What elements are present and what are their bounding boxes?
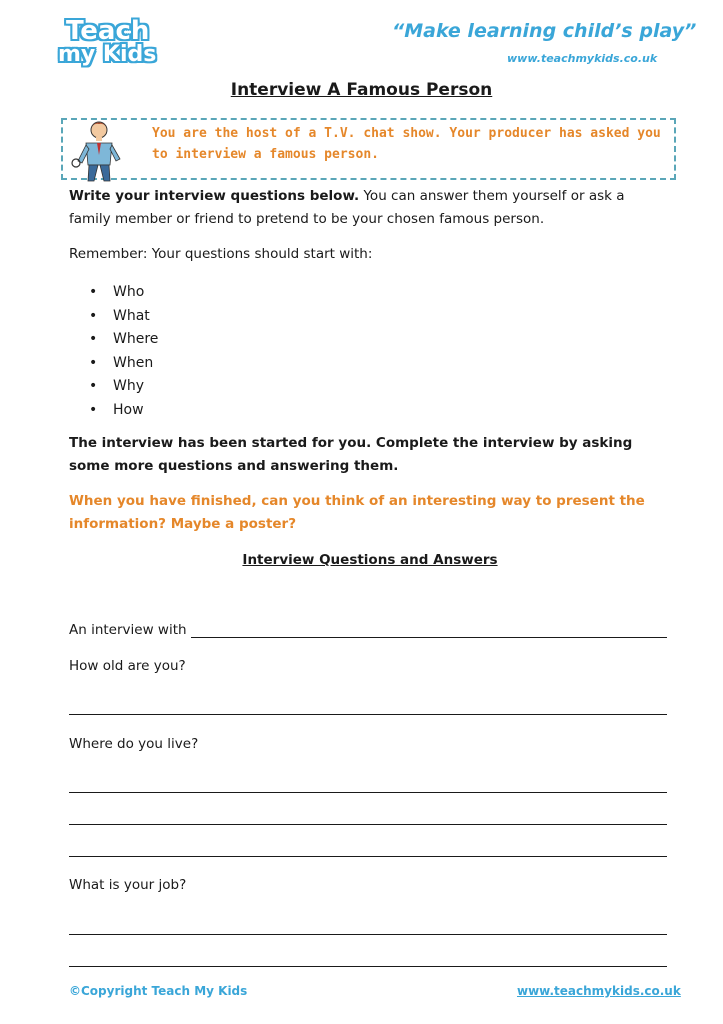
list-item: • Why [69, 375, 158, 399]
list-item: • What [69, 305, 158, 329]
list-item: • When [69, 352, 158, 376]
list-item: • Who [69, 281, 158, 305]
answer-line[interactable] [69, 934, 667, 935]
instructions-rest: You can answer them yourself or ask a family member or friend to pretend to be your chosen famous person. [69, 188, 625, 227]
slogan: “Make learning child’s play” [392, 20, 697, 42]
scenario-text: You are the host of a T.V. chat show. Your producer has asked you to interview a famous person. [152, 126, 661, 162]
live-question: Where do you live? [69, 736, 199, 752]
answer-line[interactable] [69, 792, 667, 793]
footer-copyright: ©Copyright Teach My Kids [69, 984, 248, 998]
age-question: How old are you? [69, 658, 186, 674]
answer-line[interactable] [69, 966, 667, 967]
finished-text: When you have finished, can you think of an interesting way to present the information? Maybe a poster? [69, 493, 645, 532]
qa-subheading: Interview Questions and Answers [242, 552, 498, 568]
started-text: The interview has been started for you. Complete the interview by asking some more questions and answering them. [69, 435, 633, 474]
logo-line-1: Teach [66, 16, 150, 46]
page-title: Interview A Famous Person [230, 80, 493, 100]
answer-line[interactable] [191, 637, 667, 638]
job-question: What is your job? [69, 877, 187, 893]
logo-line-2: my Kids [58, 42, 157, 67]
teacher-figure-icon [66, 119, 136, 183]
list-item: • Where [69, 328, 158, 352]
instructions-paragraph [69, 185, 669, 231]
remember-text: Remember: Your questions should start with: [69, 246, 373, 262]
question-word-list [69, 281, 158, 422]
interview-with-label: An interview with [69, 622, 187, 638]
instructions-bold: Write your interview questions below. [69, 188, 360, 204]
answer-line[interactable] [69, 824, 667, 825]
teachmykids-logo [58, 16, 166, 74]
list-item: • How [69, 399, 158, 423]
answer-line[interactable] [69, 714, 667, 715]
footer-website-link[interactable]: www.teachmykids.co.uk [517, 984, 681, 998]
answer-line[interactable] [69, 856, 667, 857]
header-website: www.teachmykids.co.uk [507, 52, 658, 65]
